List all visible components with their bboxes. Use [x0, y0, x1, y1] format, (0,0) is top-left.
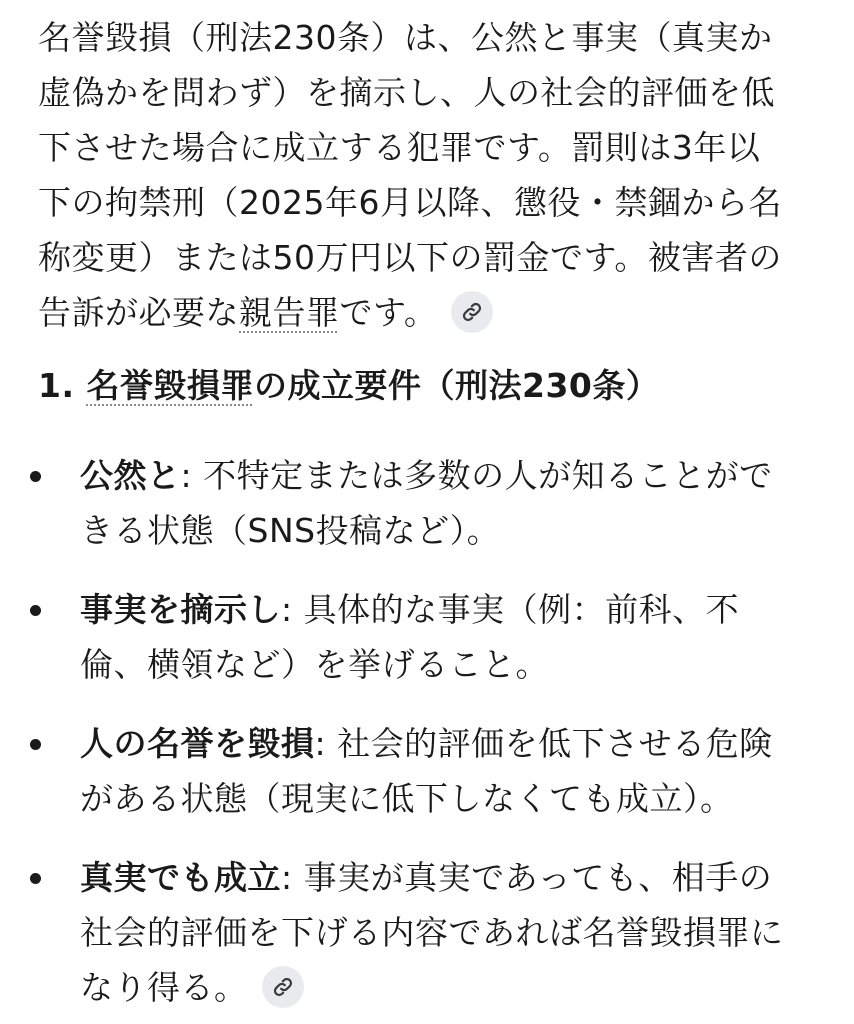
- list-item-text: 倫、横領など）を挙げること。: [80, 645, 549, 684]
- answer-content: [38, 10, 828, 1007]
- section-heading: [38, 358, 659, 413]
- source-link-button[interactable]: [451, 291, 493, 333]
- link-icon: [272, 976, 294, 998]
- requirements-list: [38, 448, 828, 1015]
- term-link-shinkokuzai[interactable]: 親告罪: [239, 293, 340, 332]
- list-item: [38, 582, 828, 692]
- intro-line: 称変更）または50万円以下の罰金です。被害者の: [38, 238, 782, 277]
- list-item-line: [80, 850, 828, 905]
- source-link-button[interactable]: [262, 966, 304, 1008]
- intro-text: です。: [339, 293, 438, 332]
- list-item-term: 真実でも成立: [80, 858, 281, 897]
- list-item-text: : 不特定または多数の人が知ることがで: [180, 456, 773, 495]
- intro-line: 虚偽かを問わず）を摘示し、人の社会的評価を低: [38, 73, 775, 112]
- intro-line: 下させた場合に成立する犯罪です。罰則は3年以: [38, 128, 761, 167]
- list-item-text: : 事実が真実であっても、相手の: [281, 858, 773, 897]
- term-link-meiyokisonzai[interactable]: 名誉毀損罪: [86, 366, 254, 405]
- list-item-term: 事実を摘示し: [80, 590, 281, 629]
- heading-number: 1.: [38, 366, 75, 405]
- list-item: [38, 448, 828, 558]
- heading-title: の成立要件（刑法230条）: [254, 366, 660, 405]
- list-item-text: なり得る。: [80, 968, 248, 1007]
- list-item-line: [80, 716, 828, 771]
- bullet-icon: [30, 739, 41, 750]
- list-item-line: [80, 960, 828, 1015]
- list-item-term: 人の名誉を毀損: [80, 724, 315, 763]
- bullet-icon: [30, 873, 41, 884]
- list-item: [38, 850, 828, 1015]
- list-item-line: [80, 582, 828, 637]
- list-item-text: きる状態（SNS投稿など）。: [80, 511, 501, 550]
- list-item-text: : 具体的な事実（例：前科、不: [281, 590, 740, 629]
- list-item-text: がある状態（現実に低下しなくても成立）。: [80, 779, 734, 818]
- intro-text: 告訴が必要な: [38, 293, 239, 332]
- list-item-text: 社会的評価を下げる内容であれば名誉毀損罪に: [80, 913, 784, 952]
- intro-line: 名誉毀損（刑法230条）は、公然と事実（真実か: [38, 18, 773, 57]
- intro-line: 下の拘禁刑（2025年6月以降、懲役・禁錮から名: [38, 183, 782, 222]
- link-icon: [461, 301, 483, 323]
- bullet-icon: [30, 605, 41, 616]
- list-item-line: [80, 448, 828, 503]
- intro-line-last: [38, 285, 828, 340]
- list-item-text: : 社会的評価を低下させる危険: [314, 724, 773, 763]
- list-item: [38, 716, 828, 826]
- bullet-icon: [30, 471, 41, 482]
- intro-paragraph: [38, 10, 828, 340]
- list-item-term: 公然と: [80, 456, 181, 495]
